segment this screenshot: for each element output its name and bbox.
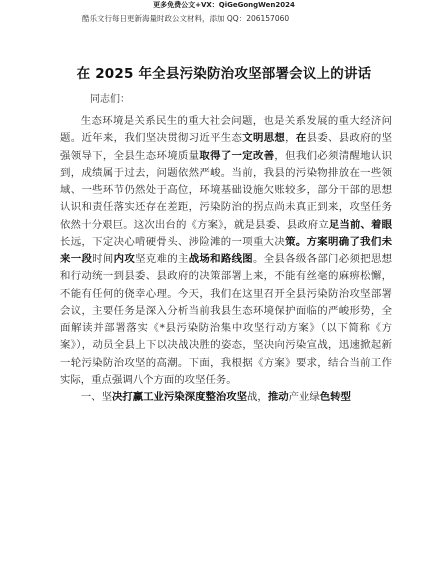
- emphasis-text: 文明思想: [242, 132, 286, 145]
- body-text-run: 产业绿: [288, 391, 320, 403]
- salutation: 同志们：: [90, 94, 130, 105]
- body-text-run: 一、坚: [80, 391, 112, 403]
- body-text-run: 时间: [92, 253, 114, 265]
- paragraph-intro: [60, 113, 392, 389]
- emphasis-text: 战场和路线图: [188, 253, 254, 265]
- watermark-line: 更多免费公文+VX：QiGeGongWen2024: [153, 1, 295, 9]
- emphasis-text: 内攻: [113, 253, 136, 265]
- speech-body: [60, 113, 392, 406]
- page-title: 在 2025 年全县污染防治攻坚部署会议上的讲话: [76, 66, 372, 82]
- body-text-run: 。全县各级各部门必须把思想和行动统一到县委、县政府的决策部署上来，不能有丝毫的麻痹松懈，不能有任何的侥幸心理。今天，我们在这里召开全县污染防治攻坚部署会议，主要任务是深入分析当前我县生态环境保护面临的严峻形势，全面解读并部署落实《*县污染防治集中攻坚行动方案》（以下简称《方案》），动员全县上下以决战决胜的姿态，坚决向污染宣战，迅速掀起新一轮污染防治攻坚的高潮。下面，我根据《方案》要求，结合当前工作实际，重点强调八个方面的攻坚任务。: [60, 253, 393, 386]
- emphasis-text: 色转型: [319, 391, 351, 403]
- emphasis-text: 取得了一定改善: [199, 149, 275, 162]
- emphasis-text: 推动: [267, 391, 289, 403]
- emphasis-text: 足当前、着眼: [328, 218, 392, 231]
- emphasis-text: 策。方案明确了我们未来一段: [60, 235, 392, 265]
- section-heading-1: [60, 389, 392, 406]
- body-text-run: 战，: [247, 391, 268, 403]
- header-note: 酷乐文行每日更新海量时政公文材料，添加 QQ：206157060: [82, 14, 290, 23]
- body-text-run: 生态环境是关系民生的重大社会问题，也是关系发展的重大经济问题。近年来，我们坚决贯彻习近平生态: [60, 115, 392, 145]
- body-text-run: 坚克难的主: [135, 253, 189, 265]
- body-text-run: 长远，下定决心啃硬骨头、涉险滩的一项重大决: [60, 235, 286, 248]
- emphasis-text: 决打赢工业污染深度整治攻坚: [111, 391, 248, 403]
- body-text-run: ，: [285, 132, 296, 145]
- body-text-run: ，但我们必须清醒地认识到，成绩属于过去，问题依然严峻。当前，我县的污染物排放在一些领域、一些环节仍然处于高位，环境基础设施欠账较多，部分干部的思想认识和责任落实还存在差距，污染防治的拐点尚未真正到来，攻坚任务依然十分艰巨。这次出台的《方案》，就是县委、县政府立: [60, 149, 393, 231]
- body-text-run: 县委、县政府的坚强领导下，全县生态环境质量: [60, 132, 393, 162]
- emphasis-text: 在: [295, 132, 307, 145]
